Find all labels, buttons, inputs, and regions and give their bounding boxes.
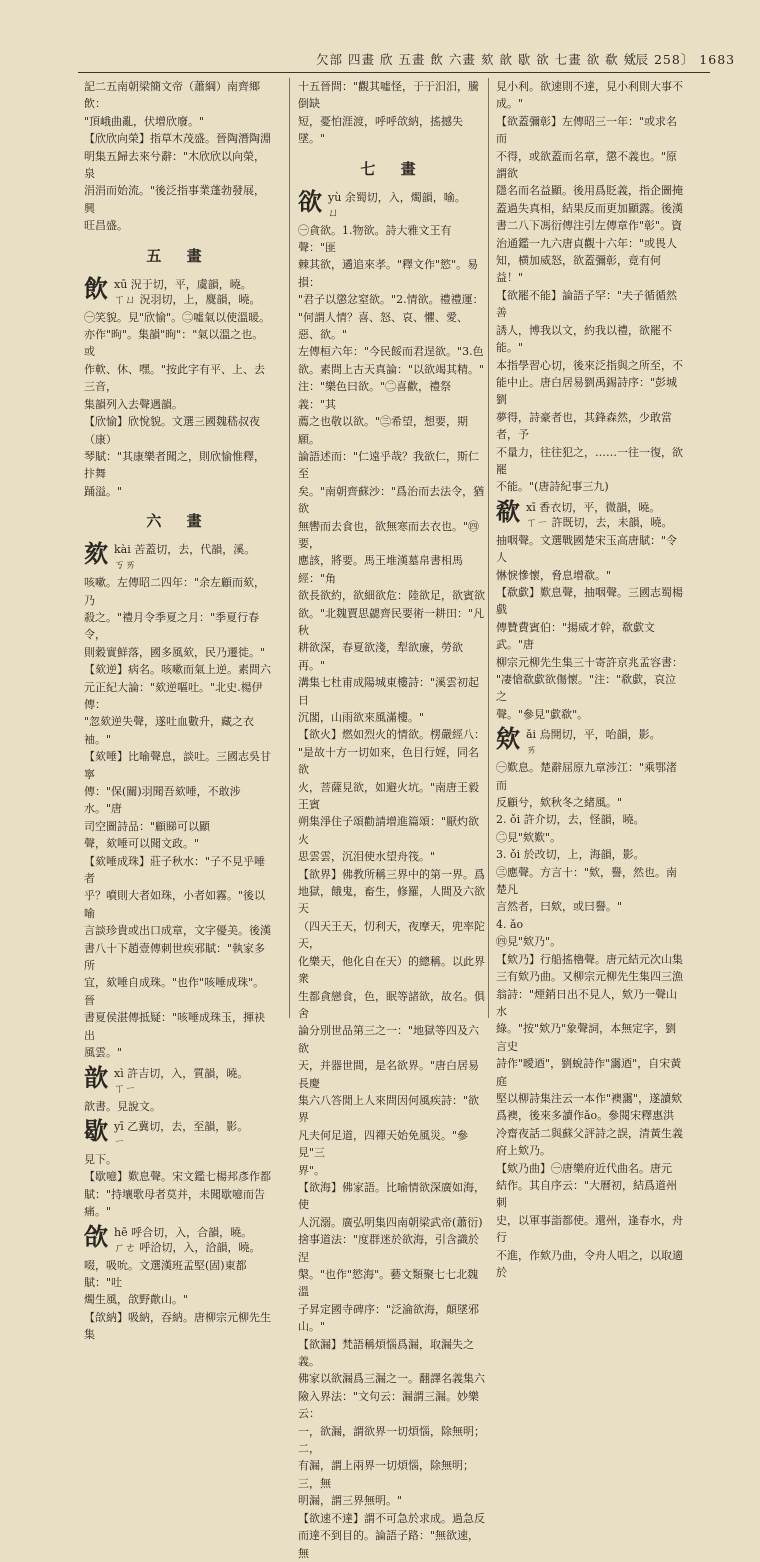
- entry-text: 槃。"也作"慾海"。藝文類聚七七北魏溫: [298, 1268, 479, 1299]
- entry-text: 人沉溺。廣弘明集四南朝梁武帝(蕭衍): [298, 1215, 483, 1229]
- entry-text: 【欱納】吸納，吞納。唐柳宗元柳先生集: [84, 1310, 271, 1342]
- entry-text: "凄愴欷歔欲傷懷。"注："欷歔，哀泣之: [496, 673, 677, 704]
- pronunciation: [114, 1223, 261, 1255]
- entry-text: 司空圖詩品："顧睇可以顯: [84, 819, 211, 833]
- headword-char: 飲: [84, 273, 108, 303]
- headword: [496, 725, 686, 757]
- entry-text: 【欲罷不能】論語子罕："夫子循循然善: [496, 288, 678, 320]
- entry-text: 抽咽聲。文選戰國楚宋玉高唐賦："令人: [496, 533, 678, 565]
- pronunciation: [114, 540, 255, 572]
- entry-text: 夢得，詩豪者也，其鋒森然，少敢當者，予: [496, 410, 672, 442]
- pronunciation: [526, 498, 673, 530]
- running-header: [0, 44, 760, 70]
- entry-text: 明集五歸去來兮辭："木欣欣以向榮，泉: [84, 149, 266, 181]
- entry-text: 【欣愉】欣悅貌。文選三國魏嵇叔夜（康）: [84, 415, 260, 446]
- entry-text: 乎？噴則大者如珠，小者如霧。"後以喻: [84, 889, 266, 920]
- entry-text: 詩作"曖迺"，劉蛻詩作"靄迺"，自宋黃庭: [496, 1057, 682, 1088]
- entry-text: ㊀貪欲。1.物欲。詩大雅文王有聲："匪: [298, 223, 452, 255]
- entry-text: "忽欬逆失聲，遂吐血數升，藏之衣袖。": [84, 715, 255, 746]
- entry-text: 殺之。"禮月令季夏之月："季夏行春令，: [84, 610, 260, 642]
- entry-text: 【欬逆】病名。咳嗽而氣上逆。素問六: [84, 663, 271, 677]
- entry-text: 史，以軍事詣都使。還州，逢春水，舟行: [496, 1213, 683, 1245]
- entry-text: "是故十方一切如來，色目行婬，同名欲: [298, 745, 480, 777]
- entry-text: 誘人，博我以文，約我以禮，欲罷不能。": [496, 323, 672, 355]
- entry-text: 柳宗元柳先生集三十寄許京兆孟容書：: [496, 655, 683, 669]
- headword: [84, 1117, 274, 1149]
- entry-text: 左傳桓六年："今民餒而君逞欲。"3.色: [298, 345, 484, 359]
- entry-text: 凡夫何足道，四禪天始免風災。"參見"三: [298, 1128, 469, 1160]
- column-divider: [289, 78, 290, 1018]
- column-right: [496, 78, 686, 1279]
- pronunciation-line: hē 呼合切，入，合韻，曉。: [114, 1225, 253, 1239]
- entry-text: 【欲蓋彌彰】左傳昭三一年："或求名而: [496, 114, 678, 146]
- entry-text: 反顧兮，欸秋冬之緒風。": [496, 796, 623, 810]
- header-rule: [78, 72, 710, 73]
- pronunciation-line: ㄞ: [526, 743, 537, 757]
- pronunciation-line: xū 況于切，平，虞韻，曉。: [114, 277, 252, 291]
- pronunciation: [114, 275, 261, 307]
- entry-text: ㊀笑貌。見"欣愉"。㊁噓氣以使溫暖。: [84, 310, 271, 324]
- entry-text: （四天王天，忉利天，夜摩天，兜率陀天，: [298, 919, 485, 951]
- headword-char: 欷: [496, 496, 520, 526]
- headword-char: 欬: [84, 539, 108, 569]
- pronunciation-line: ㄏㄜ 呼洽切，入，洽韻，曉。: [114, 1240, 261, 1254]
- headword: [84, 1223, 274, 1255]
- headword-char: 歆: [84, 1062, 108, 1092]
- entry-text: 一，欲漏，謂欲界一切煩惱，除無明；二，: [298, 1424, 485, 1456]
- entry-text: 棘其欲，遹追來孝。"釋文作"慾"。易損：: [298, 258, 479, 289]
- entry-text: 【欬唾成珠】莊子秋水："子不見乎唾者: [84, 854, 266, 886]
- entry-text: 【欣欣向榮】指草木茂盛。晉陶潛陶淵: [84, 132, 271, 146]
- page-number: 〔辰 258〕 1683: [622, 52, 736, 67]
- entry-text: 傳贊費賓伯："揚威才幹，欷歔文武。"唐: [496, 620, 656, 652]
- entry-text: 見下。: [84, 1152, 117, 1166]
- headword-char: 歇: [84, 1115, 108, 1145]
- headword: [84, 1064, 274, 1096]
- headword-char: 欲: [298, 186, 322, 216]
- entry-text: 化樂天，他化自在天）的總稱。以此界衆: [298, 954, 485, 986]
- pronunciation-line: ㄒㄧ: [114, 1081, 136, 1095]
- entry-text: 【欸乃曲】㊀唐樂府近代曲名。唐元: [496, 1161, 672, 1175]
- entry-text: 捨事道法："度群迷於欲海，引含識於涅: [298, 1233, 480, 1264]
- headword: [84, 540, 274, 572]
- entry-text: 而達不到目的。論語子路："無欲速，無: [298, 1529, 480, 1560]
- entry-text: 短，憂怕涯渡，呼呼欱納，搖撼失墜。": [298, 114, 463, 146]
- entry-text: 生都貪戀食，色，眠等諸欲，故名。俱舍: [298, 989, 485, 1020]
- pronunciation: [114, 1117, 248, 1149]
- entry-text: 書二八下馮衍傳注引左傳章作"彰"。資: [496, 219, 683, 233]
- stroke-section-heading: 六 畫: [146, 512, 212, 531]
- entry-text: 界"。: [298, 1163, 326, 1177]
- entry-text: ㊂應聲。方言十："欸，譽，然也。南楚凡: [496, 865, 678, 897]
- entry-text: 不得，或欲蓋而名章，懲不義也。"原謂欲: [496, 149, 678, 181]
- column-left: [84, 78, 274, 1342]
- pronunciation-line: ㄒㄧ 許既切，去，未韻，曉。: [526, 515, 673, 529]
- pronunciation-line: xī 香衣切，平，微韻，曉。: [526, 500, 661, 514]
- entry-text: 3. ǒi 於改切，上，海韻，影。: [496, 848, 645, 862]
- entry-text: 成。": [496, 97, 524, 111]
- entry-text: 元正紀大論："欬逆嘔吐。"北史.楊伊傳：: [84, 680, 263, 711]
- entry-text: 應該，將要。馬王堆漢墓帛書相馬經："角: [298, 554, 463, 585]
- entry-text: 集韻列入去聲遇韻。: [84, 397, 183, 411]
- entry-text: 燭生風，欱野歕山。": [84, 1293, 189, 1307]
- entry-text: 聲。"參見"歔欷"。: [496, 707, 589, 721]
- entry-text: 【欬唾】比喻聲息，談吐。三國志吳甘寧: [84, 750, 271, 781]
- entry-text: 子昇定國寺碑序："泛淪欲海，顛墜邪: [298, 1302, 480, 1316]
- pronunciation-line: ㄩ: [328, 205, 339, 219]
- entry-text: 能中止。唐白居易劉禹錫詩序："彭城劉: [496, 375, 678, 407]
- headword: [496, 498, 686, 530]
- entry-text: 險入界法："文句云：漏謂三漏。妙樂云：: [298, 1389, 480, 1421]
- entry-text: 賦："持壤歌母者莫并，未聞歇噫而告: [84, 1187, 266, 1201]
- entry-text: 痛。": [84, 1205, 112, 1219]
- entry-text: 天，并器世間，是名欲界。"唐白居易長慶: [298, 1059, 480, 1090]
- entry-text: 十五晉問："觀其噓怪，于于汨汨，騰倒缺: [298, 80, 480, 111]
- entry-text: 咳嗽。左傳昭二四年："余左顧而欬，乃: [84, 576, 266, 607]
- headword: [298, 188, 488, 220]
- entry-text: 2. ǒi 許介切，去，怪韻，曉。: [496, 813, 645, 827]
- entry-text: 歆書。見說文。: [84, 1099, 161, 1113]
- entry-text: 【欲速不達】謂不可急於求成。過急反: [298, 1511, 485, 1525]
- entry-text: 見小利。欲速則不達，見小利則大事不: [496, 80, 683, 93]
- entry-text: 4. ǎo: [496, 917, 524, 931]
- pronunciation-line: ㄎㄞ: [114, 558, 136, 572]
- entry-text: 踊溢。": [84, 484, 123, 498]
- entry-text: 風雲。": [84, 1046, 123, 1060]
- entry-text: 書夏侯湛傳抵疑："咳唾成珠玉，揮袂出: [84, 1011, 266, 1042]
- entry-text: 治通鑑一九六唐貞觀十六年："或畏人: [496, 236, 678, 250]
- entry-text: "頂峨曲亂，伏增欣廢。": [84, 114, 205, 128]
- entry-text: 惏悷慘懷，脅息增欷。": [496, 568, 612, 582]
- entry-text: 【欸乃】行船搖櫓聲。唐元結元次山集: [496, 952, 683, 966]
- entry-text: 耕欲深，春夏欲淺，犁欲廉，勞欲再。": [298, 641, 463, 672]
- entry-text: 亦作"昫"。集韻"昫"："氣以溫之也。或: [84, 328, 264, 359]
- pronunciation-line: kài 苦蓋切，去，代韻，溪。: [114, 543, 256, 557]
- entry-text: 涓涓而始流。"後泛指事業蓬勃發展，興: [84, 184, 266, 215]
- headword-char: 欱: [84, 1221, 108, 1251]
- entry-text: ㊃見"欸乃"。: [496, 935, 562, 949]
- pronunciation-line: ㄧ: [114, 1134, 125, 1148]
- entry-text: 不量力，往往犯之，……一往一復，欲罷: [496, 445, 683, 476]
- entry-text: 言然者，曰欸，或曰譽。": [496, 900, 623, 914]
- entry-text: 府上欸乃。: [496, 1144, 551, 1158]
- pronunciation: [328, 188, 466, 220]
- stroke-section-heading: 七 畫: [360, 159, 426, 178]
- entry-text: 則穀實鮮落，國多風欬，民乃遷徙。": [84, 645, 266, 659]
- entry-text: 言談珍貴或出口成章，文字優美。後漢: [84, 924, 271, 938]
- entry-text: 火，菩薩見欲，如避火坑。"南唐王毅王賓: [298, 780, 480, 812]
- entry-text: 不能。"(唐詩紀事三九): [496, 480, 609, 494]
- entry-text: 論語述而："仁遠乎哉？我欲仁，斯仁至: [298, 449, 480, 481]
- entry-text: 聲，欬唾可以聞文政。": [84, 837, 200, 851]
- column-divider: [488, 78, 489, 1018]
- entry-text: 無轡而去食也，欲無寒而去衣也。"㊃要，: [298, 519, 480, 550]
- entry-text: ㊀歎息。楚辭屈原九章涉江："乘鄂渚而: [496, 761, 678, 792]
- entry-text: 薦之也敬以欲。"㊂希望，想要，期願。: [298, 415, 469, 446]
- header-title: 欠部 四畫 欣 五畫 飲 六畫 欬 歆 歇 欲 七畫 欲 欷 欸: [316, 52, 638, 67]
- entry-text: 結作。其自序云："大曆初，結爲道州刺: [496, 1178, 678, 1210]
- pronunciation-line: ǎi 烏開切，平，咍韻，影。: [526, 728, 661, 742]
- entry-text: 傳："保(關)羽聞吾欬唾，不敢涉水。"唐: [84, 785, 241, 816]
- entry-text: 欲。素問上古天真論："以欲竭其精。": [298, 362, 485, 376]
- stroke-section-heading: 五 畫: [146, 246, 212, 265]
- entry-text: 溝集七杜甫成陽城東樓詩："溪雲初起日: [298, 676, 480, 707]
- entry-text: 堅以柳詩集注云一本作"襖靄"，遂讀欸: [496, 1091, 683, 1105]
- entry-text: 【欲漏】梵語稱煩惱爲漏，取漏失之義。: [298, 1337, 474, 1369]
- pronunciation-line: xì 許吉切，入，質韻，曉。: [114, 1066, 249, 1080]
- headword: [84, 275, 274, 307]
- entry-text: 作軟、休、嘿。"按此字有平、上、去三音，: [84, 362, 266, 394]
- headword-char: 欸: [496, 724, 520, 754]
- entry-text: 明漏，謂三界無明。": [298, 1494, 403, 1508]
- entry-text: 翁詩："煙銷日出不見人，欸乃一聲山水: [496, 987, 678, 1018]
- pronunciation: [526, 725, 661, 757]
- entry-text: 三有欸乃曲。又柳宗元柳先生集四三漁: [496, 970, 683, 984]
- entry-text: "何謂人情？喜、怒、哀、懼、愛、惡、欲。": [298, 310, 469, 342]
- entry-text: 有漏，謂上兩界一切煩惱，除無明；三，無: [298, 1459, 474, 1490]
- entry-text: 書八十下趙壹傳刺世疾邪賦："執家多所: [84, 941, 266, 973]
- entry-text: 沉閣，山雨欲來風滿樓。": [298, 711, 425, 724]
- entry-text: 地獄，餓鬼，畜生，修羅，人間及六欲天: [298, 885, 485, 916]
- entry-text: 注："樂色曰欲。"㊁喜歡，禮祭義："其: [298, 380, 452, 411]
- entry-text: 綠。"按"欸乃"象聲詞，本無定字，劉言史: [496, 1022, 677, 1053]
- entry-text: 記二五南朝梁簡文帝（蕭綱）南齊鄉飲：: [84, 80, 260, 111]
- pronunciation-line: ㄒㄩ 況羽切，上，麌韻，曉。: [114, 292, 261, 306]
- entry-text: 朔集淨住子頌勸請增進篇頌："厭灼欲火: [298, 815, 480, 846]
- entry-text: 【欲海】佛家語。比喻情欲深廣如海，使: [298, 1180, 485, 1212]
- column-middle: [298, 78, 488, 1560]
- entry-text: ㊁見"欸歎"。: [496, 830, 562, 844]
- entry-text: "君子以懲忿窒欲。"2.情欲。禮禮運：: [298, 293, 484, 307]
- entry-text: 【欲界】佛教所稱三界中的第一界。爲: [298, 867, 485, 881]
- entry-text: 本指學習心切，後來泛指與之所至，不: [496, 358, 683, 372]
- entry-text: 欲。"北魏賈思勰齊民要術一耕田："凡秋: [298, 606, 485, 637]
- entry-text: 【欲火】燃如烈火的情欲。楞嚴經八：: [298, 728, 485, 742]
- entry-text: 思雲雲，沉泪使水望舟筏。": [298, 850, 436, 864]
- entry-text: 知，横加威怒，欲蓋彌彰，竟有何益！": [496, 254, 661, 285]
- entry-text: 【歇噫】歎息聲。宋文鑑七楊邦彥作都: [84, 1170, 271, 1184]
- entry-text: 論分別世品第三之一："地獄等四及六欲: [298, 1024, 480, 1055]
- entry-text: 蓋過失真相，結果反而更加顯露。後漢: [496, 201, 683, 215]
- entry-text: 宜，欬唾自成珠。"也作"咳唾成珠"。晉: [84, 976, 265, 1007]
- pronunciation-line: yù 余蜀切，入，燭韻，喻。: [328, 190, 466, 204]
- entry-text: 冷齋夜話二與蘇父評詩之誤，清黃生義: [496, 1126, 683, 1140]
- entry-text: 欲長欲約，欲細欲危：陸欲足，欲賓欲: [298, 589, 485, 603]
- entry-text: 矣。"南朝齊蘇沙："爲治而去法令，猶欲: [298, 484, 485, 516]
- entry-text: 爲襖，後來多讀作ǎo。參閱宋釋惠洪: [496, 1109, 675, 1123]
- entry-text: 不進，作欸乃曲，令舟人唱之，以取適於: [496, 1248, 683, 1279]
- entry-text: 旺昌盛。: [84, 219, 128, 233]
- entry-text: 集六八答閒上人來問因何風疾詩："欲界: [298, 1093, 480, 1125]
- entry-text: 啜，吸吮。文選漢班孟堅(固)東都賦："吐: [84, 1258, 247, 1289]
- entry-text: 山。": [298, 1320, 326, 1334]
- entry-text: 佛家以欲漏爲三漏之一。翻譯名義集六: [298, 1372, 485, 1386]
- entry-text: 【欷歔】歎息聲，抽咽聲。三國志蜀楊戲: [496, 585, 683, 617]
- entry-text: 隱名而名益顯。後用爲貶義，指企圖掩: [496, 184, 683, 198]
- pronunciation: [114, 1064, 248, 1096]
- pronunciation-line: yī 乙冀切，去，至韻，影。: [114, 1119, 249, 1133]
- entry-text: 琴賦："其康樂者聞之，則欣愉惟釋，抃舞: [84, 449, 266, 481]
